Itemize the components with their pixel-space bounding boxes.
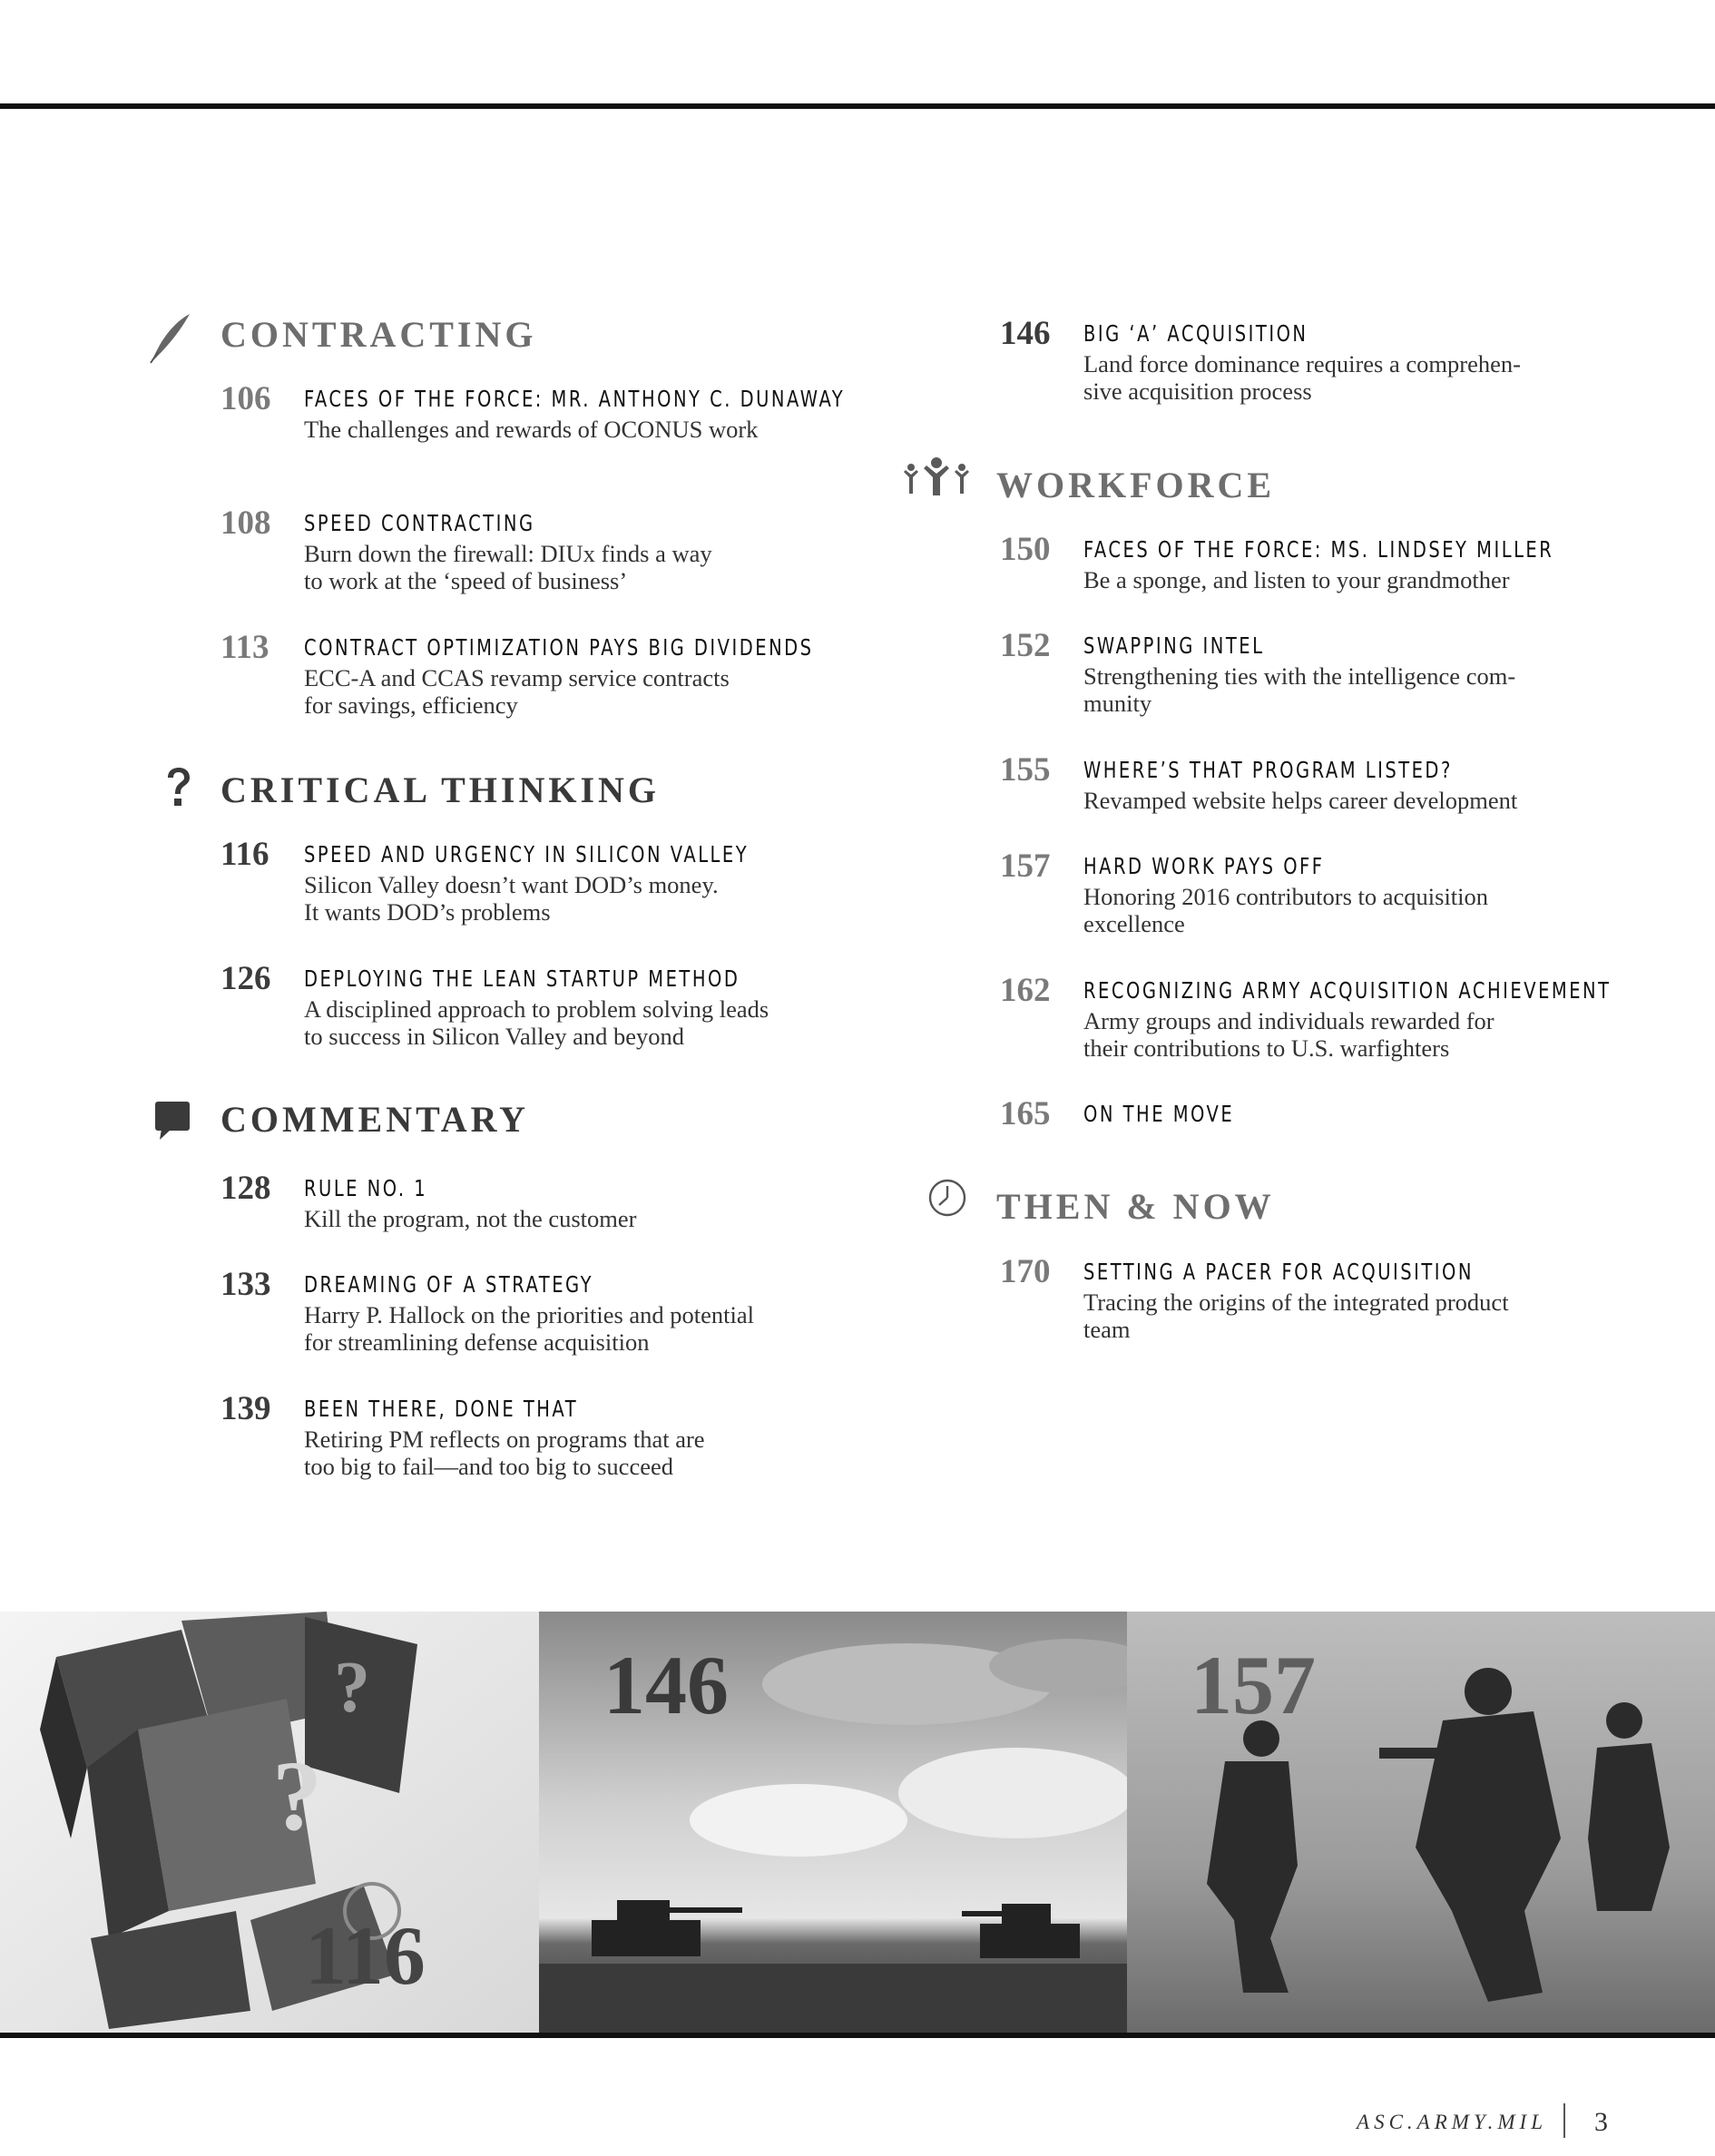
page-number: 170 (1000, 1253, 1051, 1290)
page-number: 126 (220, 960, 271, 997)
entry-headline: DREAMING OF A STRATEGY (304, 1271, 594, 1298)
svg-text:?: ? (272, 1740, 322, 1851)
entry-headline: FACES OF THE FORCE: MS. LINDSEY MILLER (1083, 536, 1554, 563)
speech-bubble-icon (154, 1101, 191, 1141)
page-number: 133 (220, 1266, 271, 1303)
page-number: 162 (1000, 972, 1051, 1009)
section-title: THEN & NOW (996, 1186, 1275, 1227)
entry-description: Honoring 2016 contributors to acquisition excellence (1083, 883, 1489, 937)
entry-description: A disciplined approach to problem solving leads to success in Silicon Valley and beyond (304, 995, 769, 1050)
entry-description: Be a sponge, and listen to your grandmother (1083, 566, 1510, 593)
page-number-footer: 3 (1594, 2107, 1608, 2137)
page-number: 106 (220, 380, 271, 417)
entry-headline: RULE NO. 1 (304, 1175, 428, 1201)
entry-description: Strengthening ties with the intelligence com- munity (1083, 662, 1516, 717)
entry-description: Kill the program, not the customer (304, 1205, 637, 1232)
entry-description: The challenges and rewards of OCONUS work (304, 416, 759, 443)
top-rule (0, 103, 1715, 109)
quill-icon (147, 312, 192, 365)
photo-label-157: 157 (1191, 1639, 1316, 1731)
section-title: COMMENTARY (220, 1099, 530, 1140)
page-number: 116 (220, 836, 270, 873)
entry-description: Retiring PM reflects on programs that are too big to fail—and too big to succeed (304, 1426, 705, 1480)
section-title: CONTRACTING (220, 314, 537, 355)
page-number: 155 (1000, 751, 1051, 789)
footer (1171, 2107, 1715, 2143)
page-number: 108 (220, 505, 271, 542)
entry-headline: SPEED AND URGENCY IN SILICON VALLEY (304, 841, 750, 867)
page-number: 128 (220, 1170, 271, 1207)
entry-description: Tracing the origins of the integrated product team (1083, 1289, 1509, 1343)
clock-icon (927, 1178, 967, 1218)
entry-description: Revamped website helps career development (1083, 787, 1518, 814)
entry-headline: WHERE’S THAT PROGRAM LISTED? (1083, 757, 1453, 783)
section-title: WORKFORCE (996, 465, 1276, 505)
entry-description: Silicon Valley doesn’t want DOD’s money. It wants DOD’s problems (304, 871, 719, 926)
entry-description: ECC-A and CCAS revamp service contracts for savings, efficiency (304, 664, 730, 719)
entry-headline: FACES OF THE FORCE: MR. ANTHONY C. DUNAWAY (304, 386, 846, 412)
page-number: 113 (220, 629, 270, 666)
footer-site-url[interactable]: ASC.ARMY.MIL (1357, 2111, 1547, 2133)
bottom-rule (0, 2033, 1715, 2038)
entry-headline: BIG ‘A’ ACQUISITION (1083, 320, 1308, 347)
entry-headline: HARD WORK PAYS OFF (1083, 853, 1325, 879)
page-number: 157 (1000, 848, 1051, 885)
entry-headline: RECOGNIZING ARMY ACQUISITION ACHIEVEMENT (1083, 977, 1612, 1004)
photo-critical-thinking-cubes (0, 1612, 539, 2037)
people-icon (902, 457, 971, 497)
entry-headline: ON THE MOVE (1083, 1101, 1235, 1127)
entry-headline: SWAPPING INTEL (1083, 632, 1265, 659)
photo-label-146: 146 (603, 1639, 729, 1731)
page-number: 139 (220, 1390, 271, 1427)
footer-divider (1563, 2103, 1565, 2138)
page-number: 146 (1000, 315, 1051, 352)
photo-label-116: 116 (305, 1909, 426, 2002)
photo-strip (0, 1612, 1715, 2037)
entry-description: Land force dominance requires a comprehen- sive acquisition process (1083, 350, 1521, 405)
entry-headline: DEPLOYING THE LEAN STARTUP METHOD (304, 965, 740, 992)
entry-headline: BEEN THERE, DONE THAT (304, 1396, 579, 1422)
page-number: 150 (1000, 531, 1051, 568)
section-title: CRITICAL THINKING (220, 769, 661, 810)
page-number: 165 (1000, 1095, 1051, 1132)
entry-description: Army groups and individuals rewarded for their contributions to U.S. warfighters (1083, 1007, 1494, 1062)
question-mark-icon (163, 767, 192, 807)
entry-description: Burn down the firewall: DIUx finds a way to work at the ‘speed of business’ (304, 540, 712, 594)
page-number: 152 (1000, 627, 1051, 664)
entry-description: Harry P. Hallock on the priorities and potential for streamlining defense acquisition (304, 1301, 755, 1356)
entry-headline: SETTING A PACER FOR ACQUISITION (1083, 1259, 1474, 1285)
svg-text:?: ? (334, 1648, 370, 1728)
entry-headline: SPEED CONTRACTING (304, 510, 535, 536)
entry-headline: CONTRACT OPTIMIZATION PAYS BIG DIVIDENDS (304, 634, 814, 661)
